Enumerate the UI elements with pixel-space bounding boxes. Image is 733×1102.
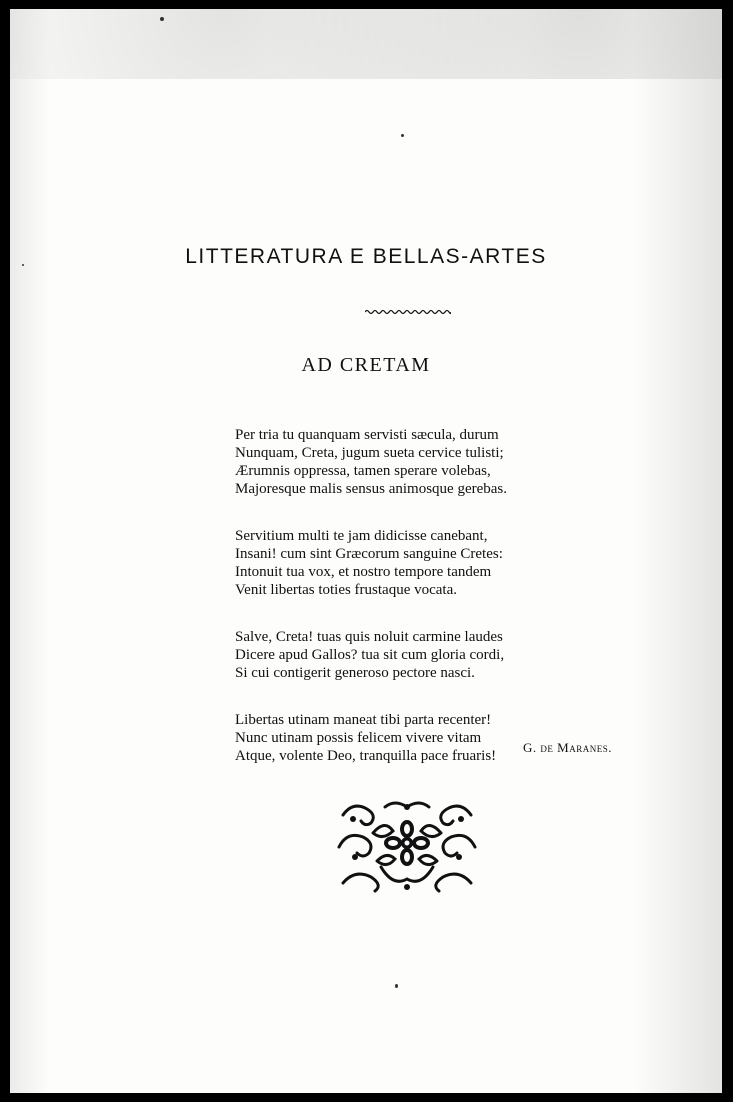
section-title: LITTERATURA E BELLAS-ARTES xyxy=(185,245,547,268)
poem-line: Dicere apud Gallos? tua sit cum gloria cordi, xyxy=(235,647,505,663)
scan-edge-right xyxy=(632,9,722,1093)
stanza-1 xyxy=(235,426,635,498)
poem-line: Nunquam, Creta, jugum sueta cervice tulisti; xyxy=(235,445,504,461)
stanza-3 xyxy=(235,628,635,682)
poem-line: Servitium multi te jam didicisse canebant, xyxy=(235,528,488,544)
stanza-2 xyxy=(235,527,635,599)
stanza-4 xyxy=(235,711,635,765)
wavy-rule-divider xyxy=(365,307,451,317)
poem-line: Nunc utinam possis felicem vivere vitam xyxy=(235,730,482,746)
poem-line: Salve, Creta! tuas quis noluit carmine laudes xyxy=(235,629,503,645)
poem-line: Per tria tu quanquam servisti sæcula, durum xyxy=(235,427,499,443)
poem-line: Atque, volente Deo, tranquilla pace fruaris! xyxy=(235,748,497,764)
poem-line: Venit libertas toties frustaque vocata. xyxy=(235,582,458,598)
floral-ornament-icon xyxy=(333,797,481,895)
poem-line: Intonuit tua vox, et nostro tempore tandem xyxy=(235,564,492,580)
poem-line: Si cui contigerit generoso pectore nasci. xyxy=(235,665,475,681)
scan-speck xyxy=(160,17,164,21)
poem-title: AD CRETAM xyxy=(301,354,431,376)
scan-edge-left xyxy=(10,9,50,1093)
scan-speck xyxy=(395,984,398,988)
scan-speck xyxy=(22,264,24,266)
poem-line: Libertas utinam maneat tibi parta recenter! xyxy=(235,712,492,728)
scan-edge-top xyxy=(10,9,722,79)
document-page xyxy=(10,9,722,1093)
author-signature: G. de Maranes. xyxy=(523,740,612,755)
poem-line: Insani! cum sint Græcorum sanguine Cretes: xyxy=(235,546,503,562)
poem-line: Majoresque malis sensus animosque gerebas. xyxy=(235,481,508,497)
poem-line: Ærumnis oppressa, tamen sperare volebas, xyxy=(235,463,491,479)
poem-body xyxy=(235,426,635,794)
scan-speck xyxy=(401,134,404,137)
